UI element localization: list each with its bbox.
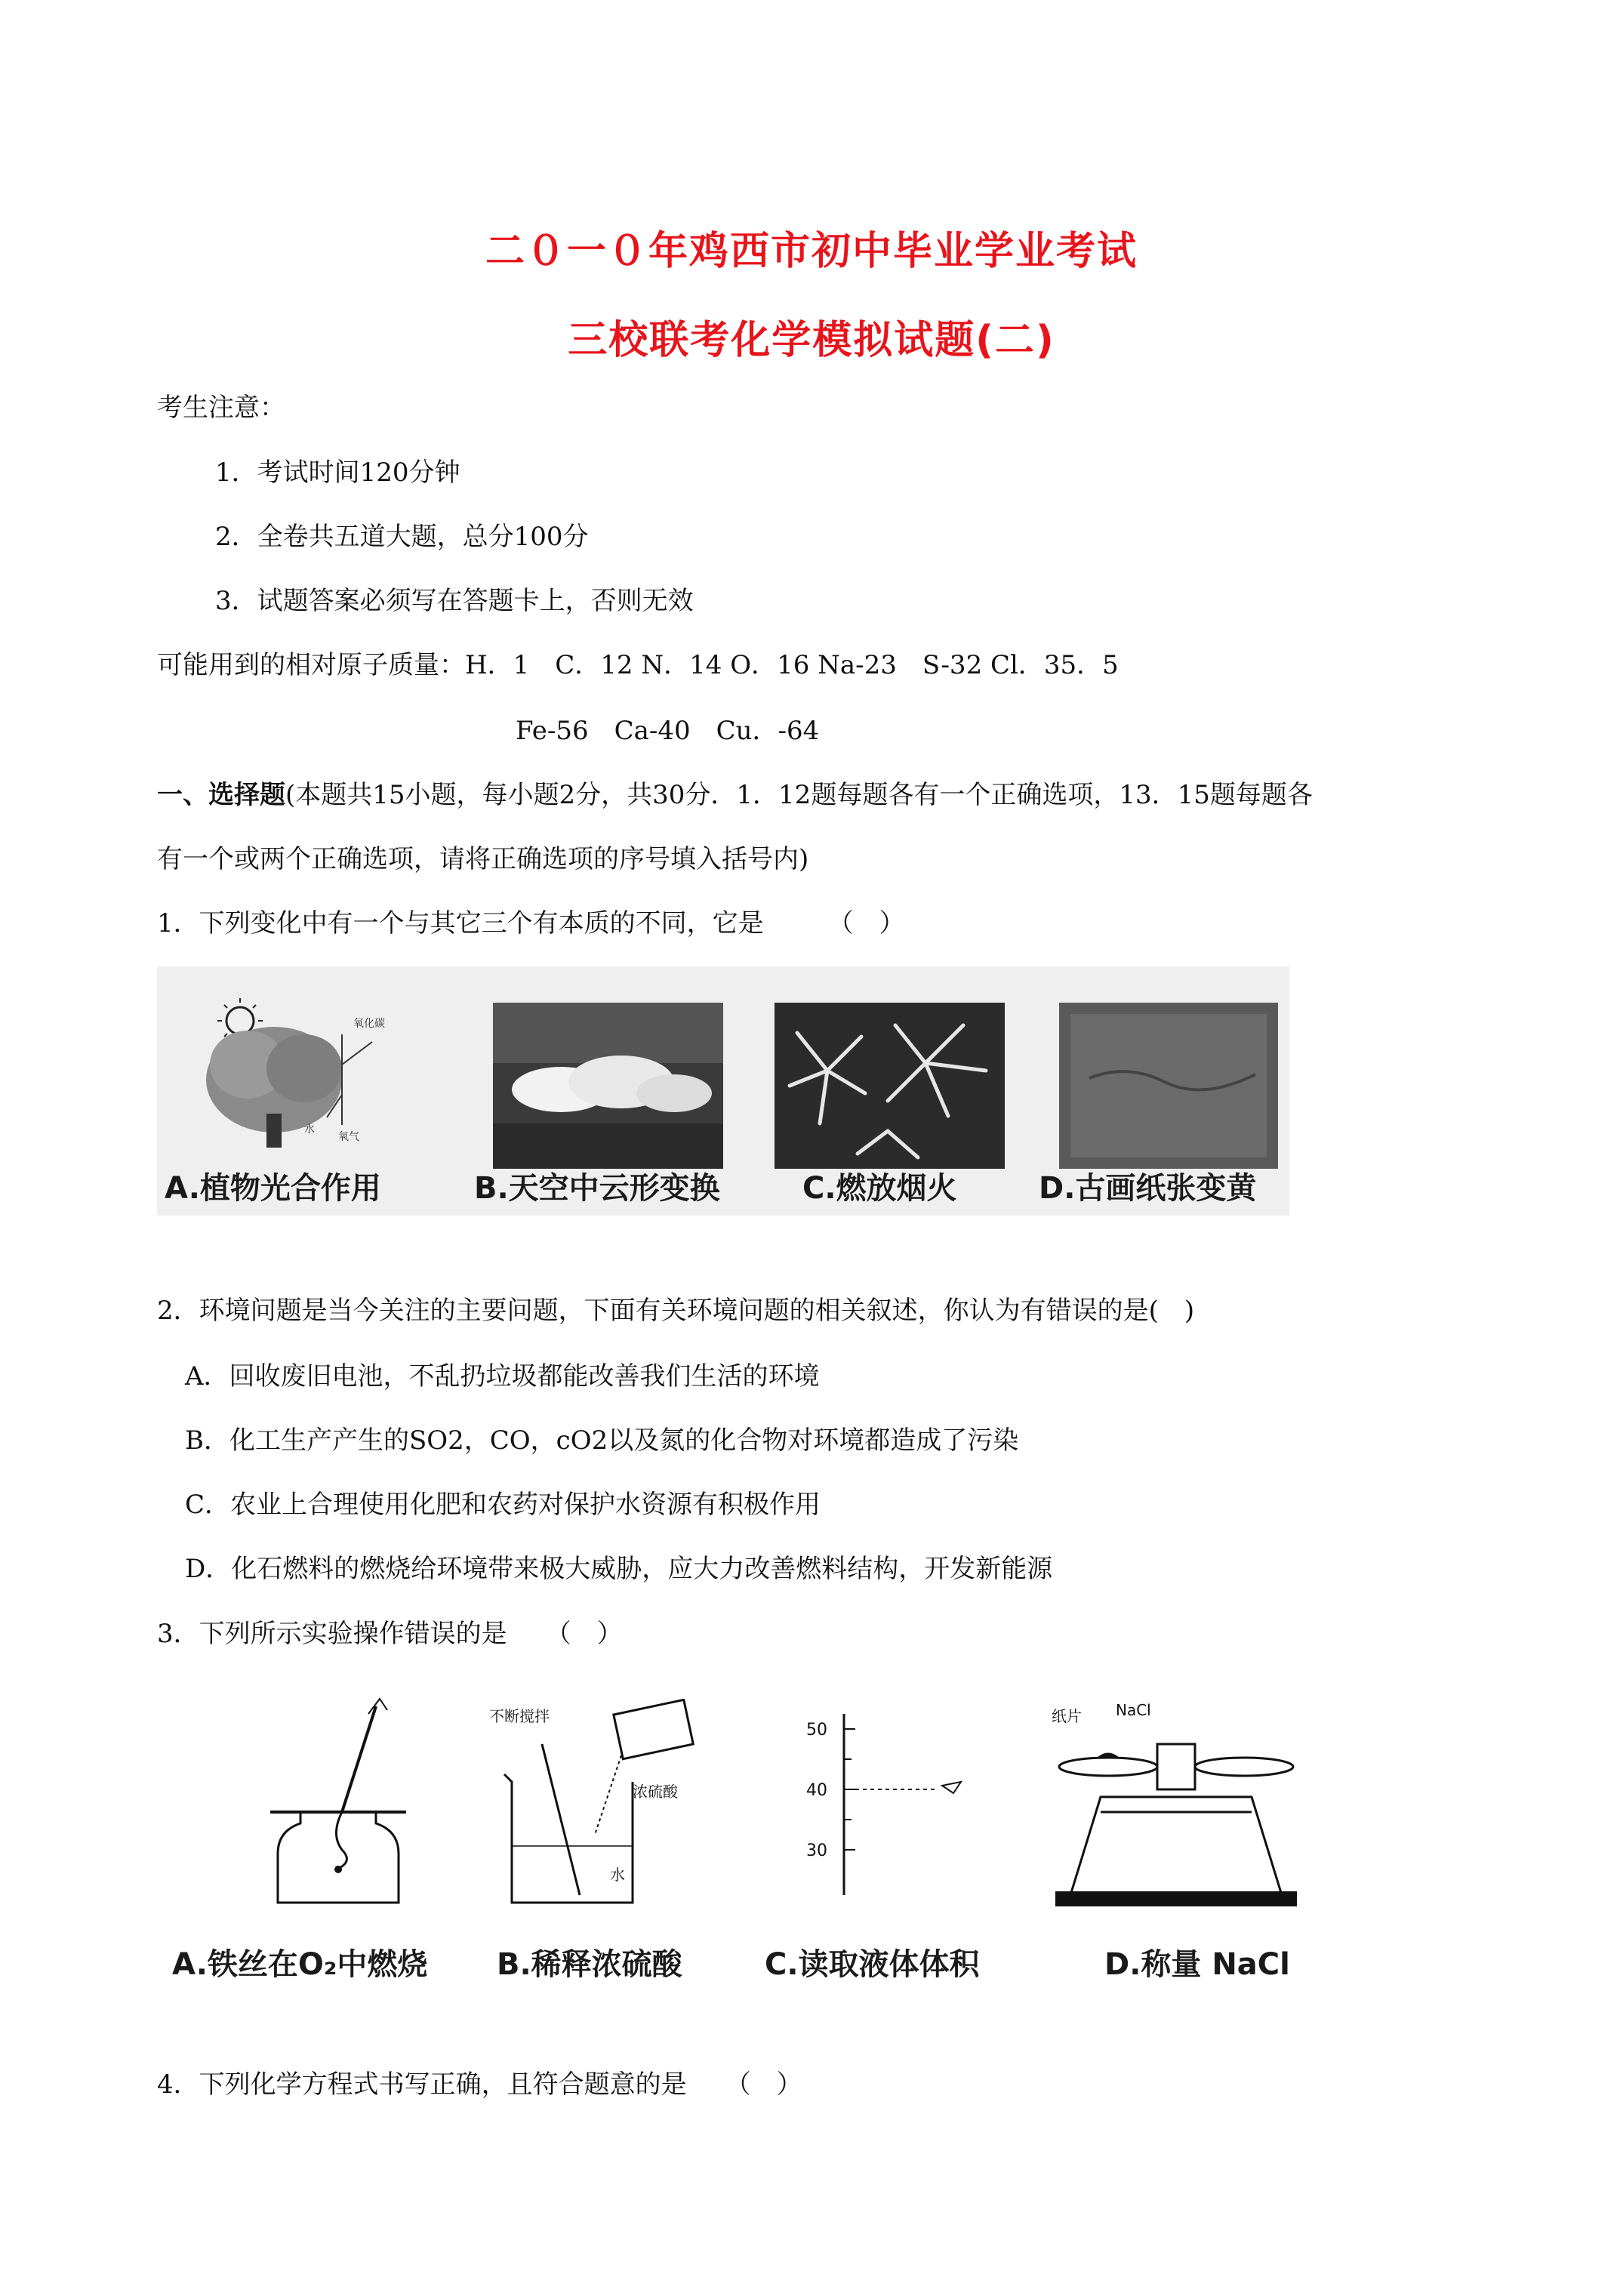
tree-image [165, 982, 421, 1151]
page-title: 二０一０年鸡西市初中毕业学业考试 [485, 229, 1138, 274]
atomic-mass-line: 可能用到的相对原子质量：H．1 C．12 N．14 O．16 Na-23 S-32 Cl．35．5 [157, 650, 1119, 680]
tick-label: 40 [806, 1781, 827, 1800]
figure-caption: B.稀释浓硫酸 [497, 1947, 682, 1982]
clouds-image [493, 1003, 723, 1169]
section-heading-rest: (本题共15小题，每小题2分，共30分．1．12题每题各有一个正确选项，13．15题每题各 [285, 780, 1313, 810]
cylinder-image [791, 1714, 987, 1918]
notice-item: 3．试题答案必须写在答题卡上，否则无效 [215, 586, 694, 616]
figure-caption: D.古画纸张变黄 [1039, 1171, 1257, 1206]
jar-image [248, 1691, 429, 1910]
notice-item: 2．全卷共五道大题，总分100分 [215, 522, 589, 552]
water-label: 水 [610, 1866, 625, 1884]
figure-caption: A.铁丝在O₂中燃烧 [172, 1947, 428, 1982]
nacl-label: NaCl [1116, 1701, 1151, 1719]
section-heading-bold: 一、选择题 [157, 780, 285, 810]
tree-label: 氧化碳 [353, 1018, 385, 1030]
tick-label: 30 [806, 1841, 827, 1860]
fireworks-image [775, 1003, 1005, 1169]
q3-figure [157, 1676, 1320, 1993]
figure-caption: C.燃放烟火 [802, 1171, 957, 1206]
question-stem: 3．下列所示实验操作错误的是 （ ） [157, 1619, 623, 1649]
page-subtitle: 三校联考化学模拟试题(二) [568, 318, 1055, 363]
tree-label: 水 [304, 1123, 315, 1136]
stir-label: 不断搅拌 [489, 1707, 550, 1725]
paper-label: 纸片 [1052, 1707, 1082, 1725]
option-b: B．化工生产产生的SO2，CO，cO2以及氮的化合物对环境都造成了污染 [185, 1425, 1019, 1456]
tick-label: 50 [806, 1721, 827, 1740]
section-heading-line2: 有一个或两个正确选项，请将正确选项的序号填入括号内) [157, 844, 809, 874]
question-stem: 2．环境问题是当今关注的主要问题，下面有关环境问题的相关叙述，你认为有错误的是( ) [157, 1296, 1195, 1326]
option-a: A．回收废旧电池，不乱扔垃圾都能改善我们生活的环境 [185, 1361, 820, 1391]
option-d: D．化石燃料的燃烧给环境带来极大威胁，应大力改善燃料结构，开发新能源 [185, 1554, 1053, 1584]
beaker-image [482, 1699, 731, 1918]
figure-caption: A.植物光合作用 [165, 1171, 381, 1206]
balance-image [1025, 1699, 1320, 1918]
option-c: C．农业上合理使用化肥和农药对保护水资源有积极作用 [185, 1490, 821, 1520]
notice-heading: 考生注意： [157, 393, 285, 423]
figure-caption: D.称量 NaCl [1104, 1947, 1290, 1982]
section-heading [157, 774, 1313, 811]
question-stem: 1．下列变化中有一个与其它三个有本质的不同，它是 （ ） [157, 908, 905, 938]
acid-label: 浓硫酸 [633, 1783, 678, 1801]
notice-item: 1．考试时间120分钟 [215, 458, 460, 488]
figure-caption: B.天空中云形变换 [474, 1171, 720, 1206]
q1-figure [157, 966, 1289, 1216]
old-paper-image [1059, 1003, 1278, 1169]
question-stem: 4．下列化学方程式书写正确，且符合题意的是 （ ） [157, 2069, 802, 2100]
atomic-mass-line: Fe-56 Ca-40 Cu．-64 [516, 716, 820, 746]
figure-caption: C.读取液体体积 [765, 1947, 980, 1982]
tree-label: 氧气 [338, 1131, 359, 1143]
